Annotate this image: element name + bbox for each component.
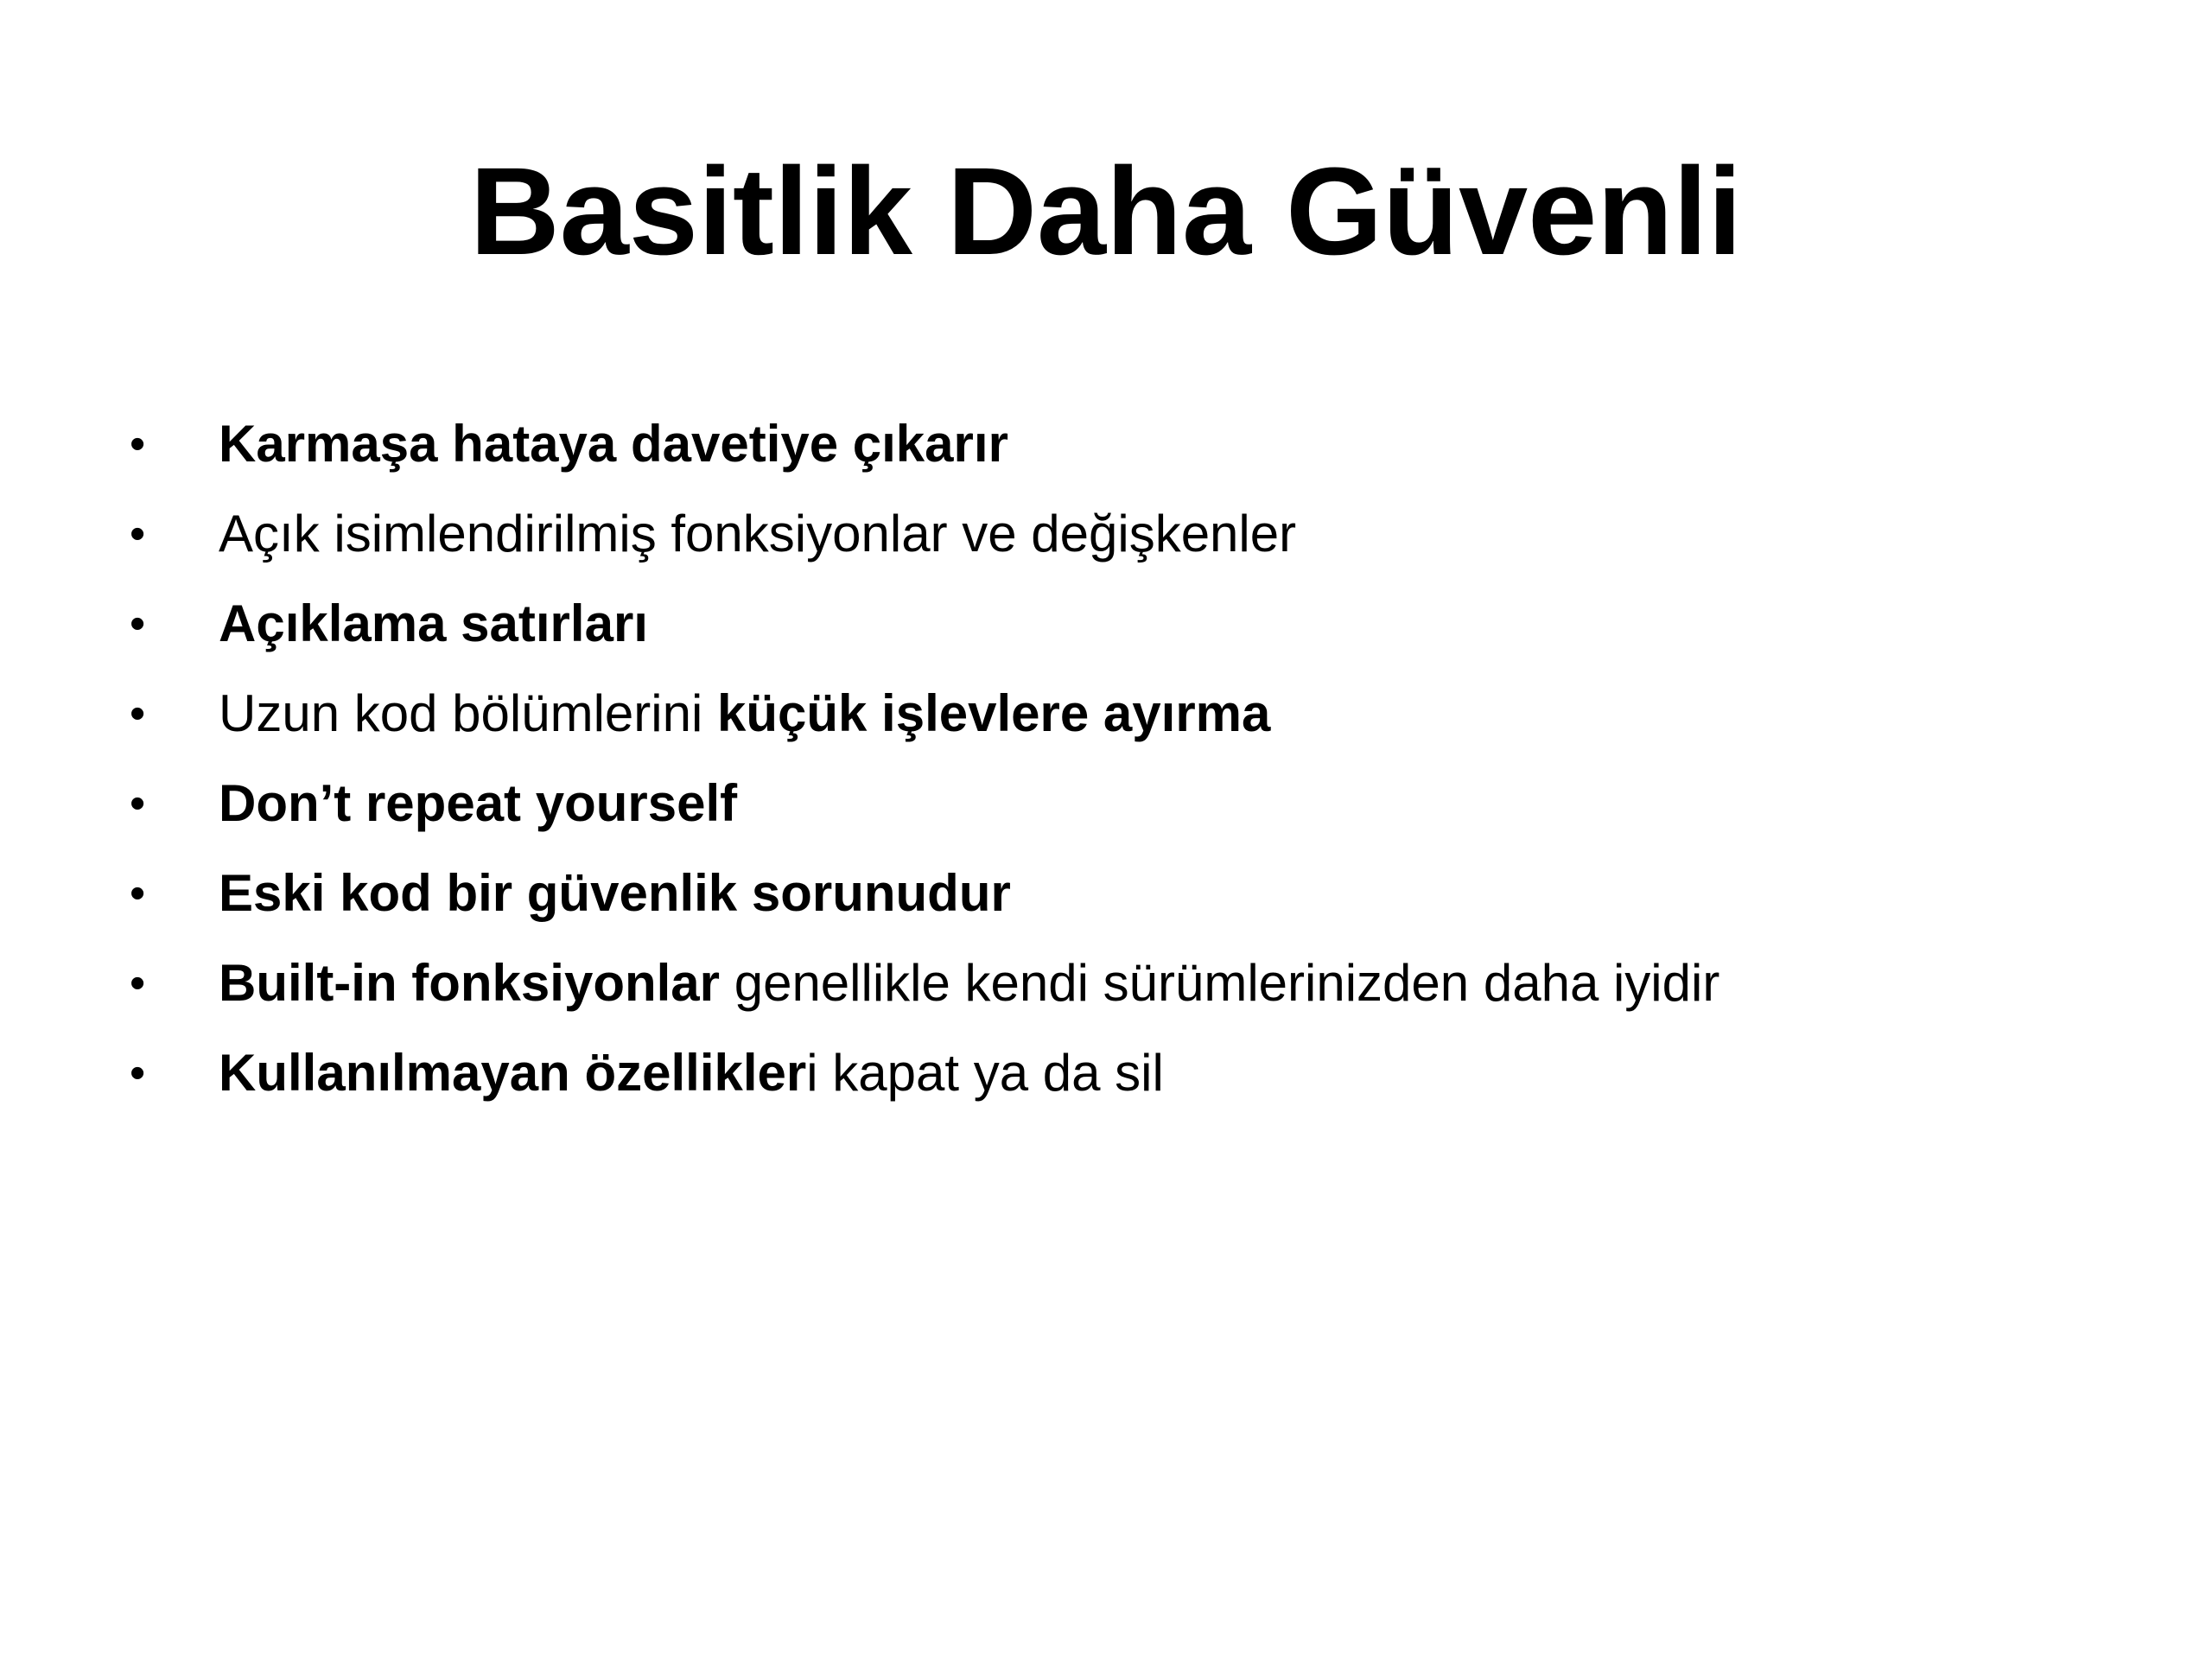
bullet-icon: • bbox=[130, 868, 146, 918]
bullet-text bbox=[219, 399, 1008, 489]
bullet-text-regular: Açık isimlendirilmiş fonksiyonlar ve değişkenler bbox=[219, 505, 1297, 563]
bullet-icon: • bbox=[130, 958, 146, 1008]
list-item bbox=[130, 1028, 2117, 1118]
bullet-text bbox=[219, 669, 1270, 759]
bullet-list bbox=[130, 399, 2117, 1118]
list-item bbox=[130, 669, 2117, 759]
bullet-icon: • bbox=[130, 599, 146, 649]
bullet-text-regular: genellikle kendi sürümlerinizden daha iyidir bbox=[720, 954, 1720, 1012]
bullet-text-bold: Built-in fonksiyonlar bbox=[219, 954, 721, 1012]
bullet-text-regular: i kapat ya da sil bbox=[806, 1044, 1164, 1102]
list-item bbox=[130, 759, 2117, 849]
bullet-icon: • bbox=[130, 1048, 146, 1098]
list-item bbox=[130, 579, 2117, 669]
bullet-text-regular: Uzun kod bölümlerini bbox=[219, 684, 717, 742]
bullet-text-bold: küçük işlevlere ayırma bbox=[716, 684, 1271, 742]
bullet-text-bold: Açıklama satırları bbox=[219, 594, 648, 652]
list-item bbox=[130, 489, 2117, 579]
bullet-text bbox=[219, 938, 1719, 1028]
bullet-icon: • bbox=[130, 509, 146, 559]
bullet-text bbox=[219, 849, 1011, 938]
bullet-text bbox=[219, 1028, 1164, 1118]
bullet-text bbox=[219, 759, 737, 849]
bullet-text bbox=[219, 489, 1296, 579]
bullet-text-bold: Kullanılmayan özellikler bbox=[219, 1044, 807, 1102]
list-item bbox=[130, 399, 2117, 489]
list-item bbox=[130, 938, 2117, 1028]
list-item bbox=[130, 849, 2117, 938]
bullet-text-bold: Don’t repeat yourself bbox=[219, 774, 738, 832]
bullet-icon: • bbox=[130, 419, 146, 469]
bullet-icon: • bbox=[130, 779, 146, 829]
bullet-text-bold: Karmaşa hataya davetiye çıkarır bbox=[219, 415, 1008, 473]
bullet-icon: • bbox=[130, 689, 146, 739]
bullet-text bbox=[219, 579, 648, 669]
bullet-text-bold: Eski kod bir güvenlik sorunudur bbox=[219, 864, 1011, 922]
slide-title: Basitlik Daha Güvenli bbox=[469, 142, 1743, 281]
